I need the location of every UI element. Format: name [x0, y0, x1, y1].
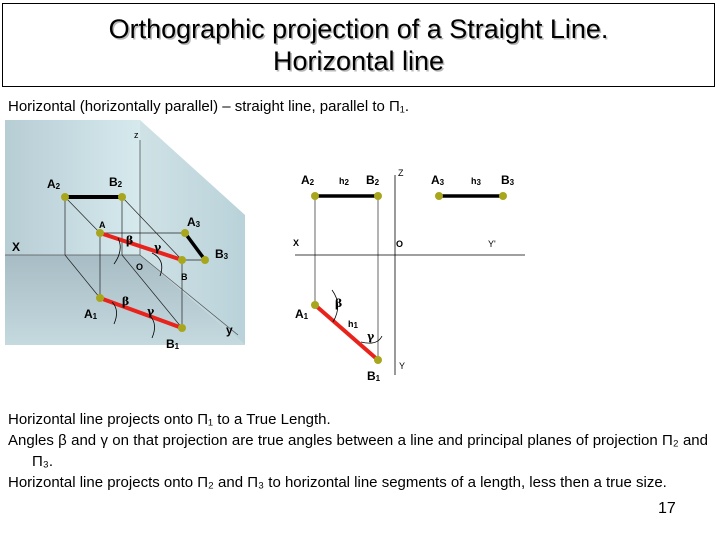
label-a2: A2 — [301, 173, 315, 187]
gamma-label: γ — [367, 330, 375, 343]
gamma-label-lower: γ — [147, 305, 155, 318]
label-a1: A1 — [84, 307, 98, 321]
label-h3: h3 — [471, 176, 481, 187]
intro-text: Horizontal (horizontally parallel) – straight line, parallel to П₁. — [8, 98, 410, 115]
slide-title — [2, 3, 715, 87]
beta-label: β — [335, 297, 343, 310]
title-line-1: Orthographic projection of a Straight Line. — [108, 14, 609, 44]
paragraph-true-angles: Angles β and γ on that projection are true angles between a line and principal planes of projection П₂ and П₃. — [8, 432, 708, 470]
label-a3: A3 — [187, 215, 201, 229]
axis-label-y-prime: Y' — [488, 239, 496, 249]
label-b: B — [181, 272, 188, 282]
projection-points — [311, 192, 507, 364]
axis-label-x: X — [293, 238, 300, 248]
beta-label: β — [126, 234, 134, 247]
label-b3: B3 — [501, 173, 515, 187]
beta-label-lower: β — [122, 295, 130, 308]
axis-label-y: y — [226, 323, 233, 337]
body-text — [8, 409, 708, 493]
label-a3: A3 — [431, 173, 445, 187]
label-b1: B1 — [166, 337, 180, 351]
page-number: 17 — [658, 500, 676, 517]
label-a1: A1 — [295, 307, 309, 321]
label-h1: h1 — [348, 319, 358, 330]
paragraph-segments: Horizontal line projects onto П₂ and П₃ to horizontal line segments of a length, less then a true size. — [8, 474, 667, 491]
paragraph-true-length: Horizontal line projects onto П₁ to a True Length. — [8, 411, 331, 428]
label-a: A — [99, 220, 106, 230]
origin-label: O — [396, 239, 404, 249]
origin-label: O — [136, 262, 144, 272]
label-b1: B1 — [367, 369, 381, 383]
label-a2: A2 — [47, 177, 61, 191]
axis-label-y: Y — [399, 361, 406, 371]
label-b2: B2 — [109, 175, 123, 189]
title-line-2: Horizontal line — [272, 46, 445, 76]
pictorial-projection-diagram — [0, 120, 250, 355]
axis-label-z: Z — [398, 168, 404, 178]
gamma-label: γ — [154, 241, 162, 254]
axis-label-z: z — [134, 130, 139, 140]
axis-label-x: X — [12, 240, 21, 254]
label-b3: B3 — [215, 247, 229, 261]
label-h2: h2 — [339, 176, 349, 187]
epure-diagram — [285, 160, 535, 390]
label-b2: B2 — [366, 173, 380, 187]
